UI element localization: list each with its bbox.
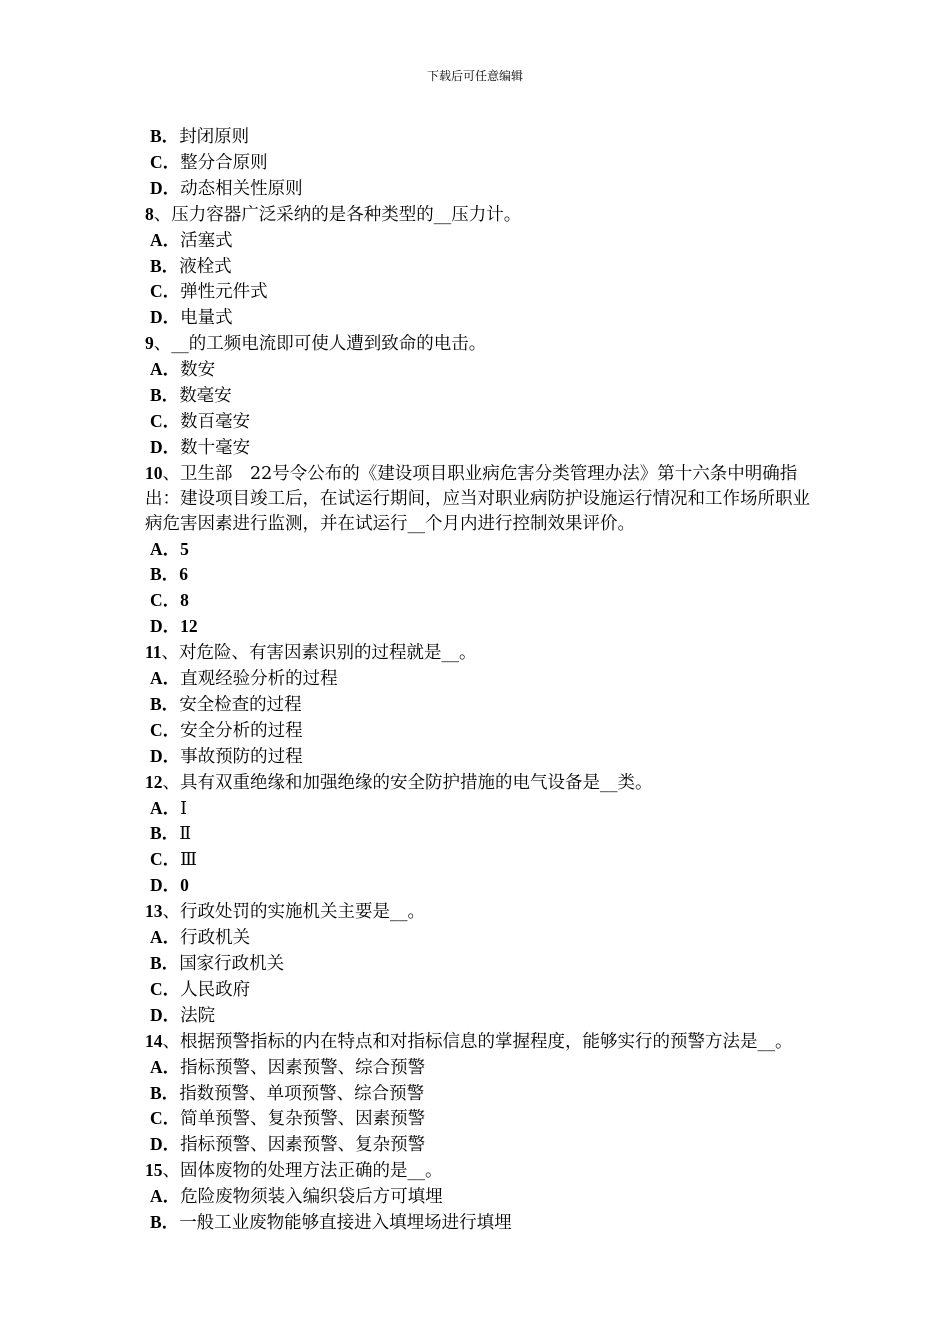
option-letter: A． [150, 927, 181, 948]
option-text: Ⅱ [179, 824, 192, 845]
option-letter: C． [150, 410, 181, 431]
option-letter: D． [150, 436, 181, 457]
option-letter: C． [150, 719, 181, 740]
option-b [145, 124, 810, 150]
option-letter: B． [150, 1212, 180, 1233]
option-c [145, 977, 810, 1003]
option-d [145, 305, 810, 331]
option-a [145, 1184, 810, 1210]
option-letter: B． [150, 255, 180, 276]
option-text: 国家行政机关 [179, 954, 285, 974]
option-text: 行政机关 [180, 928, 251, 949]
question-stem: 、固体废物的处理方法正确的是__。 [162, 1161, 443, 1182]
option-text: 0 [180, 875, 189, 896]
option-letter: C． [150, 978, 181, 999]
question-stem: 、根据预警指标的内在特点和对指标信息的掌握程度，能够实行的预警方法是__。 [162, 1031, 793, 1052]
question-text [145, 202, 810, 228]
option-text: 安全分析的过程 [180, 720, 303, 741]
option-text: 一般工业废物能够直接进入填埋场进行填埋 [179, 1213, 512, 1234]
option-letter: B． [150, 385, 180, 406]
option-text: 安全检查的过程 [179, 694, 302, 715]
option-text: Ⅲ [180, 850, 198, 871]
option-text: 数十毫安 [180, 437, 251, 458]
option-letter: B． [150, 126, 180, 146]
option-text: 活塞式 [180, 230, 233, 251]
question-number: 15 [145, 1160, 163, 1181]
option-c [145, 847, 810, 873]
option-d [145, 614, 810, 640]
option-letter: D． [150, 745, 181, 766]
option-c [145, 718, 810, 744]
option-letter: C． [150, 1108, 181, 1129]
option-d [145, 873, 810, 899]
option-a [145, 796, 810, 822]
option-letter: A． [150, 797, 181, 818]
option-b [145, 1210, 810, 1236]
page-header: 下载后可任意编辑 [426, 69, 523, 83]
question-text [145, 1158, 810, 1184]
option-text: 8 [180, 590, 189, 611]
option-letter: B． [150, 564, 180, 585]
option-b [145, 1081, 810, 1107]
option-letter: C． [150, 590, 181, 611]
question-text [145, 461, 810, 537]
option-letter: A． [150, 538, 181, 559]
option-text: 6 [179, 564, 188, 585]
option-letter: A． [150, 359, 181, 380]
option-letter: D． [150, 1004, 181, 1025]
question-14 [145, 1029, 810, 1159]
question-number: 14 [145, 1030, 163, 1051]
option-d [145, 744, 810, 770]
option-text: 12 [180, 616, 198, 637]
option-text: 数毫安 [179, 386, 232, 407]
option-text: 法院 [180, 1005, 216, 1026]
option-text: 动态相关性原则 [180, 178, 303, 199]
option-b [145, 383, 810, 409]
option-d [145, 176, 810, 202]
top-options [145, 124, 810, 202]
question-stem: 、__的工频电流即可使人遭到致命的电击。 [153, 334, 487, 355]
question-stem: 、卫生部 22号令公布的《建设项目职业病危害分类管理办法》第十六条中明确指出：建设项目竣工后，在试运行期间，应当对职业病防护设施运行情况和工作场所职业病危害因素进行监测，并在试运行__个月内进行控制效果评价。 [145, 463, 810, 534]
question-number: 12 [145, 771, 163, 792]
option-letter: C． [150, 281, 181, 302]
option-text: 数安 [180, 360, 216, 381]
option-letter: C． [150, 849, 181, 870]
option-d [145, 435, 810, 461]
question-text [145, 640, 810, 666]
question-number: 9 [145, 333, 154, 354]
option-text: 整分合原则 [180, 152, 268, 173]
option-letter: C． [150, 151, 181, 172]
option-a [145, 228, 810, 254]
option-text: 指数预警、单项预警、综合预警 [179, 1083, 425, 1104]
question-stem: 、压力容器广泛采纳的是各种类型的__压力计。 [153, 204, 522, 225]
option-b [145, 254, 810, 280]
option-letter: D． [150, 875, 181, 896]
option-letter: B． [150, 693, 180, 714]
option-text: Ⅰ [180, 798, 188, 819]
question-stem: 、行政处罚的实施机关主要是__。 [162, 902, 425, 923]
question-text [145, 331, 810, 357]
question-9 [145, 331, 810, 461]
option-d [145, 1003, 810, 1029]
option-text: 数百毫安 [180, 411, 251, 432]
option-c [145, 1106, 810, 1132]
question-number: 11 [145, 642, 162, 663]
option-text: 人民政府 [180, 979, 251, 1000]
question-8 [145, 202, 810, 332]
option-b [145, 821, 810, 847]
option-letter: D． [150, 616, 181, 637]
option-text: 液栓式 [179, 256, 232, 277]
question-12 [145, 770, 810, 900]
option-text: 危险废物须装入编织袋后方可填埋 [180, 1187, 443, 1208]
question-11 [145, 640, 810, 770]
question-10 [145, 461, 810, 640]
option-b [145, 692, 810, 718]
option-letter: A． [150, 1056, 181, 1077]
option-text: 指标预警、因素预警、复杂预警 [180, 1135, 426, 1156]
option-a [145, 357, 810, 383]
option-text: 弹性元件式 [180, 282, 268, 303]
question-text [145, 1029, 810, 1055]
option-c [145, 588, 810, 614]
question-15 [145, 1158, 810, 1236]
option-a [145, 925, 810, 951]
option-c [145, 150, 810, 176]
option-letter: A． [150, 668, 181, 689]
option-letter: B． [150, 1082, 180, 1103]
option-letter: D． [150, 307, 181, 328]
option-a [145, 1055, 810, 1081]
option-b [145, 562, 810, 588]
question-13 [145, 899, 810, 1029]
option-c [145, 409, 810, 435]
option-letter: B． [150, 823, 180, 844]
question-stem: 、对危险、有害因素识别的过程就是__。 [161, 643, 477, 664]
question-number: 10 [145, 462, 163, 483]
option-letter: D． [150, 1134, 181, 1155]
option-b [145, 951, 810, 977]
option-letter: A． [150, 1186, 181, 1207]
option-a [145, 666, 810, 692]
question-stem: 、具有双重绝缘和加强绝缘的安全防护措施的电气设备是__类。 [162, 772, 653, 793]
option-text: 电量式 [180, 308, 233, 329]
question-text [145, 770, 810, 796]
option-text: 简单预警、复杂预警、因素预警 [180, 1109, 426, 1130]
question-number: 8 [145, 203, 154, 224]
option-letter: A． [150, 229, 181, 250]
option-c [145, 279, 810, 305]
option-text: 事故预防的过程 [180, 746, 303, 767]
option-text: 直观经验分析的过程 [180, 669, 338, 690]
document-body [145, 124, 810, 1236]
option-a [145, 537, 810, 563]
option-d [145, 1132, 810, 1158]
option-text: 5 [180, 538, 189, 559]
question-number: 13 [145, 901, 163, 922]
option-text: 指标预警、因素预警、综合预警 [180, 1057, 426, 1078]
option-text: 封闭原则 [179, 127, 250, 147]
question-text [145, 899, 810, 925]
option-letter: B． [150, 953, 180, 973]
option-letter: D． [150, 177, 181, 198]
